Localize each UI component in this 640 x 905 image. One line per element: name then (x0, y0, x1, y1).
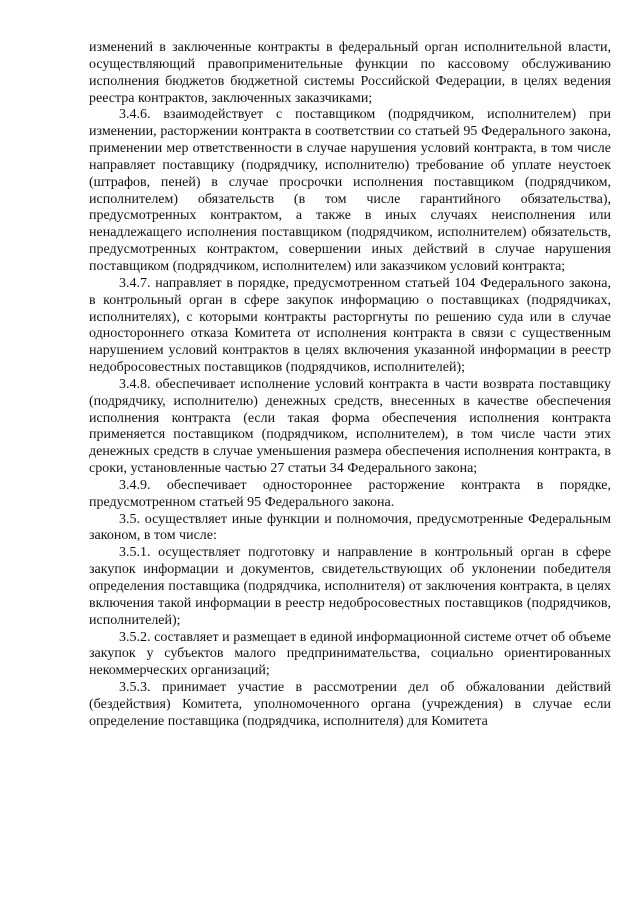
document-page (89, 40, 611, 731)
paragraph-continuation: изменений в заключенные контракты в федеральный орган исполнительной власти, осуществляющий правоприменительные функции по кассовому обслуживанию исполнения бюджетов бюджетной системы Российской Федерации, в целях ведения реестра контрактов, заключенных заказчиками; (89, 40, 611, 106)
paragraph-3-5-2: 3.5.2. составляет и размещает в единой информационной системе отчет об объеме закупок у субъектов малого предпринимательства, социально ориентированных некоммерческих организаций; (89, 629, 611, 679)
paragraph-3-4-7: 3.4.7. направляет в порядке, предусмотренном статьей 104 Федерального закона, в контрольный орган в сфере закупок информацию о поставщиках (подрядчиках, исполнителях), с которыми контракты расторгнуты по решению суда или в случае одностороннего отказа Комитета от исполнения контракта в связи с существенным нарушением условий контрактов в целях включения указанной информации в реестр недобросовестных поставщиков (подрядчиков, исполнителей); (89, 275, 611, 376)
paragraph-3-4-8: 3.4.8. обеспечивает исполнение условий контракта в части возврата поставщику (подрядчику, исполнителю) денежных средств, внесенных в качестве обеспечения исполнения контракта (если такая форма обеспечения исполнения контракта применяется поставщиком (подрядчиком, исполнителем), в том числе части этих денежных средств в случае уменьшения размера обеспечения исполнения контракта, в сроки, установленные частью 27 статьи 34 Федерального закона; (89, 376, 611, 477)
paragraph-3-5: 3.5. осуществляет иные функции и полномочия, предусмотренные Федеральным законом, в том числе: (89, 511, 611, 544)
paragraph-3-5-3: 3.5.3. принимает участие в рассмотрении дел об обжаловании действий (бездействия) Комитета, уполномоченного органа (учреждения) в случае если определение поставщика (подрядчика, исполнителя) для Комитета (89, 680, 611, 729)
paragraph-3-4-9: 3.4.9. обеспечивает одностороннее расторжение контракта в порядке, предусмотренном статьей 95 Федерального закона. (89, 477, 611, 510)
paragraph-3-4-6: 3.4.6. взаимодействует с поставщиком (подрядчиком, исполнителем) при изменении, расторжении контракта в соответствии со статьей 95 Федерального закона, применении мер ответственности в случае нарушения условий контракта, в том числе направляет поставщику (подрядчику, исполнителю) требование об уплате неустоек (штрафов, пеней) в случае просрочки исполнения поставщиком (подрядчиком, исполнителем) обязательств (в том числе гарантийного обязательства), предусмотренных контрактом, а также в иных случаях неисполнения или ненадлежащего исполнения поставщиком (подрядчиком, исполнителем) обязательств, предусмотренных контрактом, совершении иных действий в случае нарушения поставщиком (подрядчиком, исполнителем) или заказчиком условий контракта; (89, 107, 611, 274)
paragraph-3-5-1: 3.5.1. осуществляет подготовку и направление в контрольный орган в сфере закупок информации и документов, свидетельствующих об уклонении победителя определения поставщика (подрядчика, исполнителя) от заключения контракта, в целях включения такой информации в реестр недобросовестных поставщиков (подрядчиков, исполнителей); (89, 545, 611, 628)
